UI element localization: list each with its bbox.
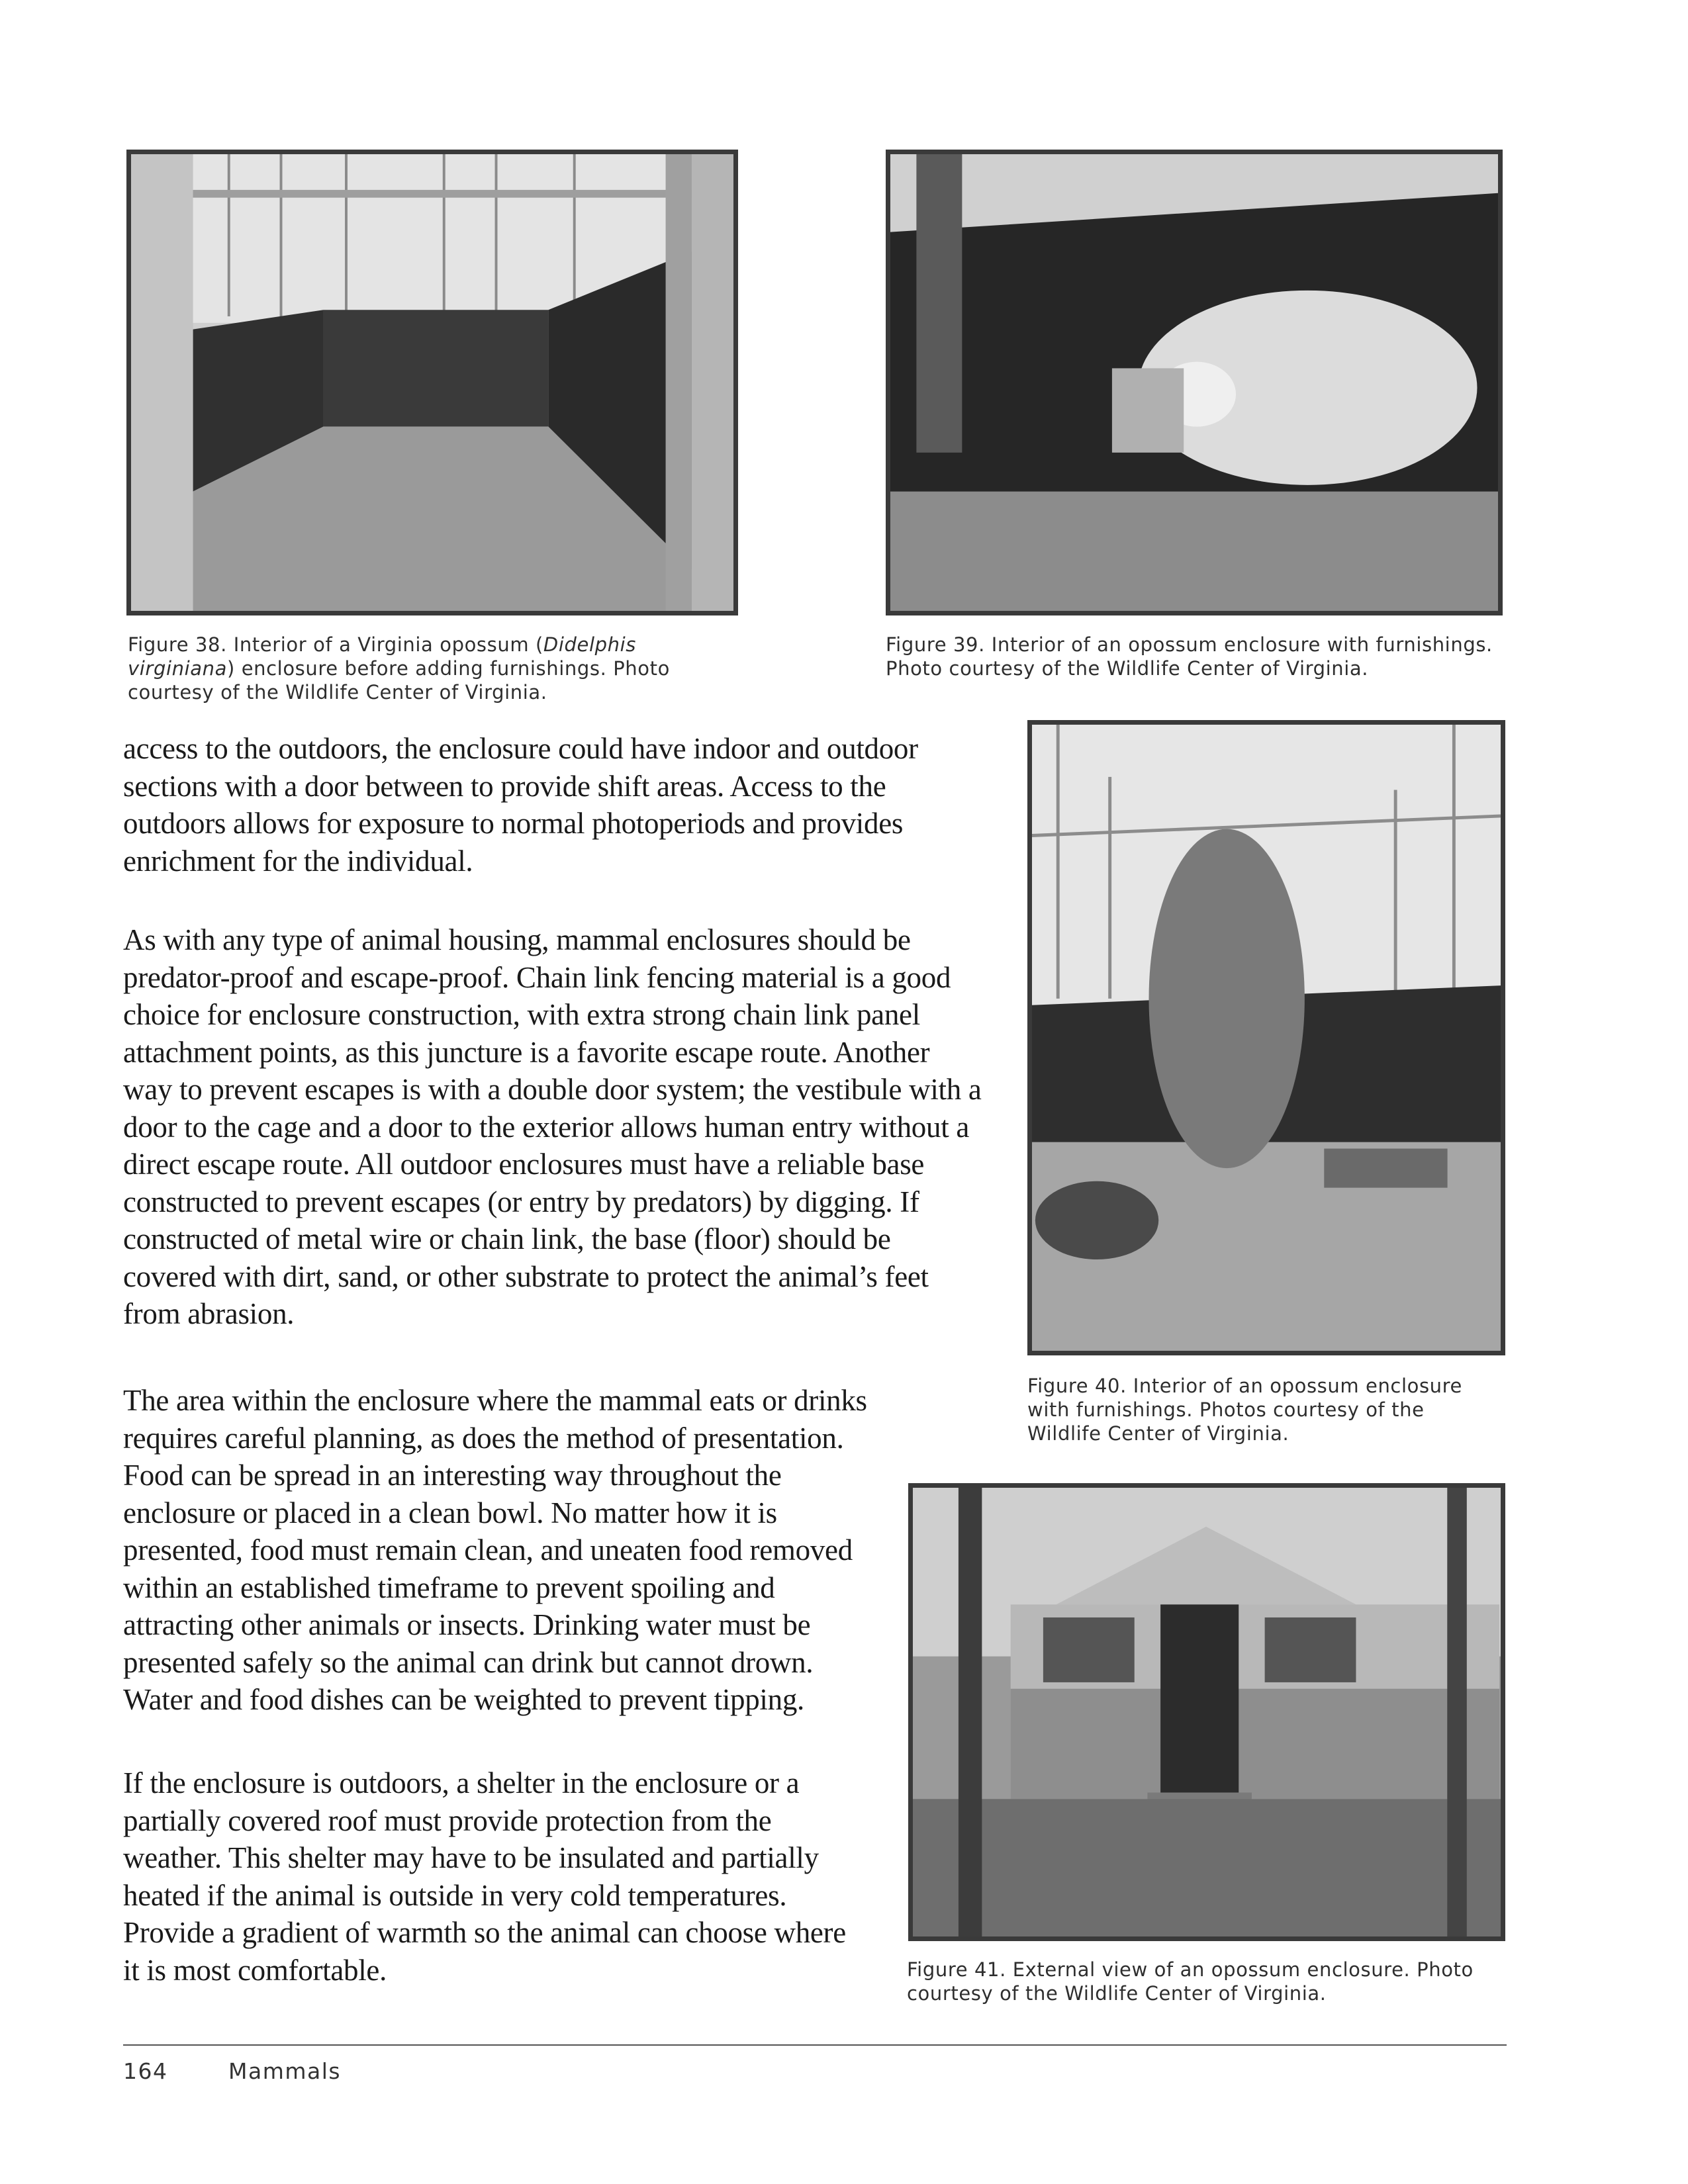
species-name: Didelphis virginiana: [128, 633, 636, 680]
figure-38-photo: [126, 150, 738, 615]
section-name: Mammals: [228, 2058, 342, 2084]
body-paragraph-2: As with any type of animal housing, mammal enclosures should be predator-proof and escape-proof. Chain link fencing material is a good choice for enclosure construction, with extra strong chain link panel attachment points, as this juncture is a favorite escape route. Another way to prevent escapes is with a double door system; the vestibule with a door to the cage and a door to the exterior allows human entry without a direct escape route. All outdoor enclosures must have a reliable base constructed to prevent escapes (or entry by predators) by digging. If constructed of metal wire or chain link, the base (floor) should be covered with dirt, sand, or other substrate to protect the animal’s feet from abrasion.: [123, 923, 982, 1330]
figure-41-caption: Figure 41. External view of an opossum enclosure. Photo courtesy of the Wildlife Center of Virginia.: [907, 1958, 1474, 2005]
figure-39-caption: Figure 39. Interior of an opossum enclosure with furnishings. Photo courtesy of the Wildlife Center of Virginia.: [886, 633, 1493, 680]
body-paragraph-1: access to the outdoors, the enclosure could have indoor and outdoor sections with a door between to provide shift areas. Access to the outdoors allows for exposure to normal photoperiods and provides enrichment for the individual.: [123, 732, 918, 878]
caption-38-text-start: Figure 38. Interior of a Virginia opossum (: [128, 633, 543, 656]
body-paragraph-3: The area within the enclosure where the mammal eats or drinks requires careful planning, as does the method of presentation. Food can be spread in an interesting way throughout the enclosure or placed in a clean bowl. No matter how it is presented, food must remain clean, and uneaten food removed within an established timeframe to prevent spoiling and attracting other animals or insects. Drinking water must be presented safely so the animal can drink but cannot drown. Water and food dishes can be weighted to prevent tipping.: [123, 1384, 867, 1716]
body-paragraph-4: If the enclosure is outdoors, a shelter in the enclosure or a partially covered roof must provide protection from the weather. This shelter may have to be insulated and partially heated if the animal is outside in very cold temperatures. Provide a gradient of warmth so the animal can choose where it is most comfortable.: [123, 1766, 846, 1987]
page-number: 164: [123, 2058, 168, 2084]
figure-40-caption: Figure 40. Interior of an opossum enclosure with furnishings. Photos courtesy of the Wildlife Center of Virginia.: [1027, 1375, 1462, 1445]
footer-rule: [123, 2044, 1507, 2046]
figure-38-caption: [128, 633, 724, 704]
figure-40-photo: [1027, 720, 1505, 1355]
caption-38-text-end: ) enclosure before adding furnishings. Photo courtesy of the Wildlife Center of Virginia.: [128, 657, 670, 704]
figure-41-photo: [908, 1483, 1505, 1941]
figure-39-photo: [886, 150, 1503, 615]
